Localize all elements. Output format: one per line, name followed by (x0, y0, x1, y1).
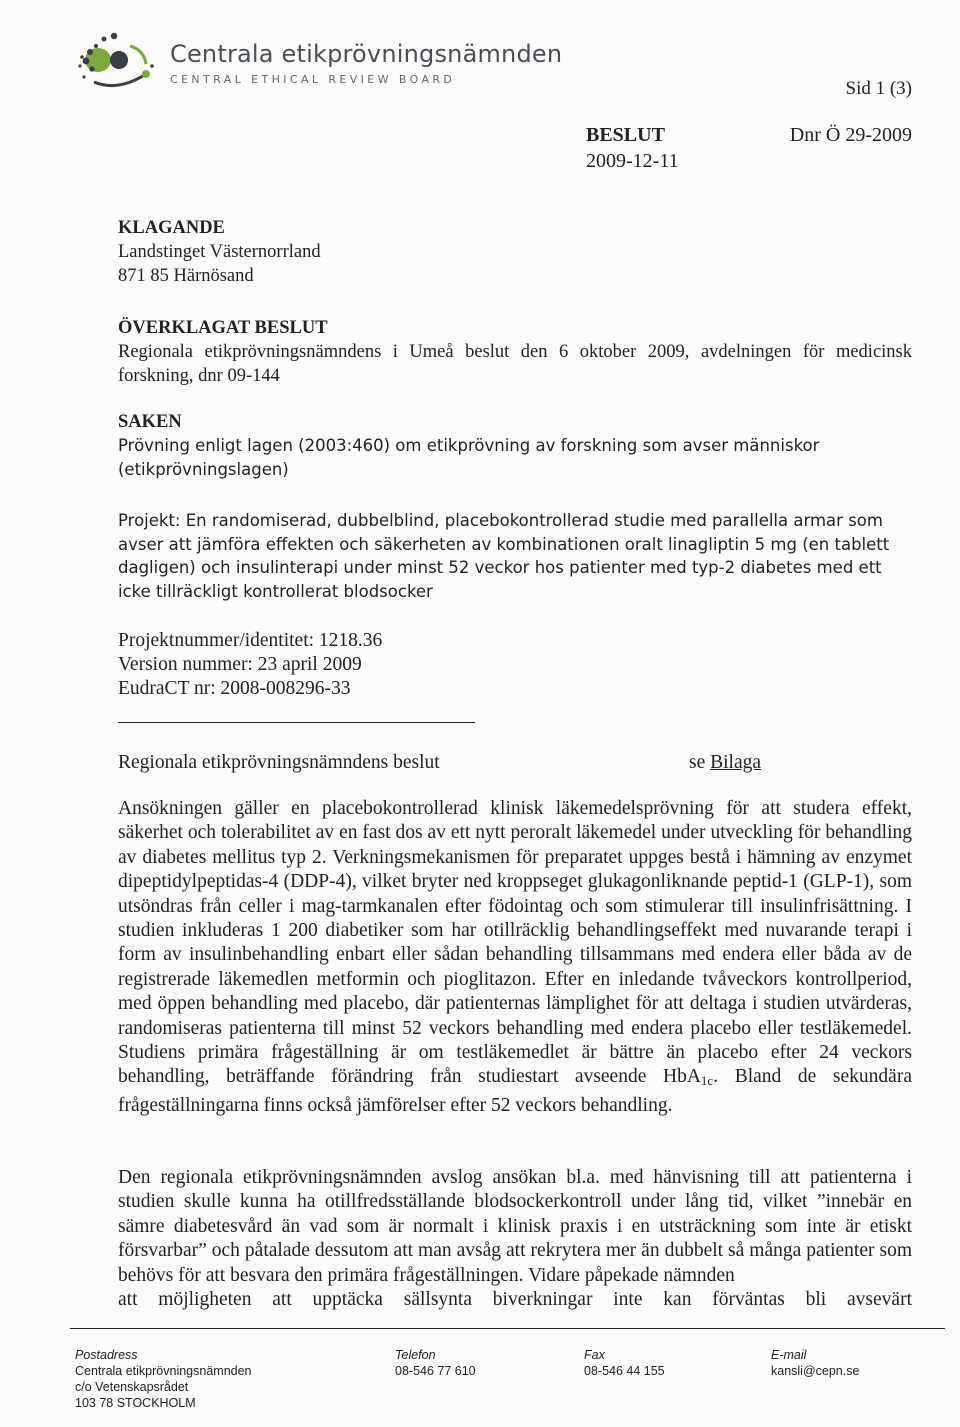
page-number: Sid 1 (3) (845, 78, 912, 99)
footer-postal (75, 1347, 252, 1411)
footer-divider (70, 1328, 945, 1329)
version-number: Version nummer: 23 april 2009 (118, 654, 362, 675)
footer-phone (395, 1347, 476, 1379)
appealed-decision-heading: ÖVERKLAGAT BESLUT (118, 318, 328, 338)
phone-label: Telefon (395, 1348, 436, 1362)
rejection-paragraph (118, 1166, 912, 1288)
postal-label: Postadress (75, 1348, 138, 1362)
klagande-line-1: Landstinget Västernorrland (118, 242, 321, 262)
footer-email (771, 1347, 859, 1379)
appealed-decision-text: Regionala etikprövningsnämndens i Umeå beslut den 6 oktober 2009, avdelningen för medicinsk forskning, dnr 09-144 (118, 342, 912, 386)
hba1c-subscript: 1c (700, 1073, 714, 1089)
subject-heading: SAKEN (118, 412, 182, 432)
subject-text: Prövning enligt lagen (2003:460) om etikprövning av forskning som avser människor (etikprövningslagen) (118, 436, 820, 479)
klagande-heading: KLAGANDE (118, 218, 225, 238)
section-divider (118, 722, 475, 723)
appealed-decision-section (118, 316, 912, 388)
decision-label: BESLUT (586, 124, 665, 146)
klagande-section (118, 216, 912, 288)
rejection-text: Den regionala etikprövningsnämnden avslog ansökan bl.a. med hänvisning till att patienterna i studien skulle kunna ha otillfredsställande blodsockerkontroll under lång tid, vilket ”innebär en sämre diabetesvård än vad som är normalt i klinisk praxis i en utsträckning som inte är etiskt försvarbar” och påtalade dessutom att man avsåg att rekrytera mer än dubbelt så många patienter som behövs för att besvara den primära frågeställningen. Vidare påpekade nämnden (118, 1167, 912, 1286)
organization-subtitle: CENTRAL ETHICAL REVIEW BOARD (170, 73, 456, 86)
board-logo (74, 30, 164, 92)
klagande-line-2: 871 85 Härnösand (118, 266, 254, 286)
application-text: Ansökningen gäller en placebokontrollerad klinisk läkemedelsprövning för att studera effekt, säkerhet och tolerabilitet av en fast dos av ett nytt peroralt läkemedel under utveckling för behandling av diabetes mellitus typ 2. Verkningsmekanismen för preparatet uppges bestå i hämning av enzymet dipeptidylpeptidas-4 (DDP-4), vilket bryter ned kroppseget glukagonliknande peptid-1 (GLP-1), som utsöndras från celler i mag-tarmkanalen efter födointag och som stimulerar till insulinfrisättning. I studien inkluderas 1 200 diabetiker som har otillräcklig behandlingseffekt med nuvarande terapi i form av insulinbehandling enbart eller sådan behandling tillsammans med endera eller båda av de registrerade läkemedlen metformin och pioglitazon. Efter en inledande tvåveckors kontrollperiod, med öppen behandling med placebo, där patienternas lämplighet för att deltaga i studien utvärderas, randomiseras patienterna till minst 52 veckors behandling med endera placebo eller testläkemedel. Studiens primära frågeställning är om testläkemedlet är bättre än placebo efter 24 veckors behandling, beträffande förändring från studiestart avseende HbA (118, 798, 912, 1088)
bilaga-link[interactable]: Bilaga (710, 752, 762, 773)
organization-name: Centrala etikprövningsnämnden (170, 40, 563, 68)
fax-label: Fax (584, 1348, 605, 1362)
case-number: Dnr Ö 29-2009 (789, 124, 912, 146)
email-address[interactable]: kansli@cepn.se (771, 1364, 860, 1378)
footer-fax (584, 1347, 665, 1379)
regional-decision-value (689, 752, 761, 774)
fax-number: 08-546 44 155 (584, 1364, 665, 1378)
project-identifiers (118, 629, 912, 701)
postal-line-3: 103 78 STOCKHOLM (75, 1396, 196, 1410)
decision-date: 2009-12-11 (586, 150, 679, 172)
regional-decision-prefix: se (689, 752, 706, 773)
postal-line-2: c/o Vetenskapsrådet (75, 1380, 189, 1394)
project-description: Projekt: En randomiserad, dubbelblind, placebokontrollerad studie med parallella armar som avser att jämföra effekten och säkerheten av kombinationen oralt linagliptin 5 mg (en tablett dagligen) och insulinterapi under minst 52 veckor hos patienter med typ-2 diabetes med ett icke tillräckligt kontrollerat blodsocker (118, 511, 890, 601)
project-number: Projektnummer/identitet: 1218.36 (118, 630, 383, 651)
application-text-end: . Bland de sekundära frågeställningarna finns också jämförelser efter 52 veckors behandling. (118, 1066, 912, 1116)
email-label: E-mail (771, 1348, 807, 1362)
subject-section (118, 410, 912, 482)
eudract-number: EudraCT nr: 2008-008296-33 (118, 678, 351, 699)
rejection-last-line: att möjligheten att upptäcka sällsynta biverkningar inte kan förväntas bli avsevärt (118, 1289, 912, 1310)
postal-line-1: Centrala etikprövningsnämnden (75, 1364, 252, 1378)
phone-number: 08-546 77 610 (395, 1364, 476, 1378)
application-paragraph (118, 797, 912, 1118)
regional-decision-label: Regionala etikprövningsnämndens beslut (118, 752, 440, 773)
